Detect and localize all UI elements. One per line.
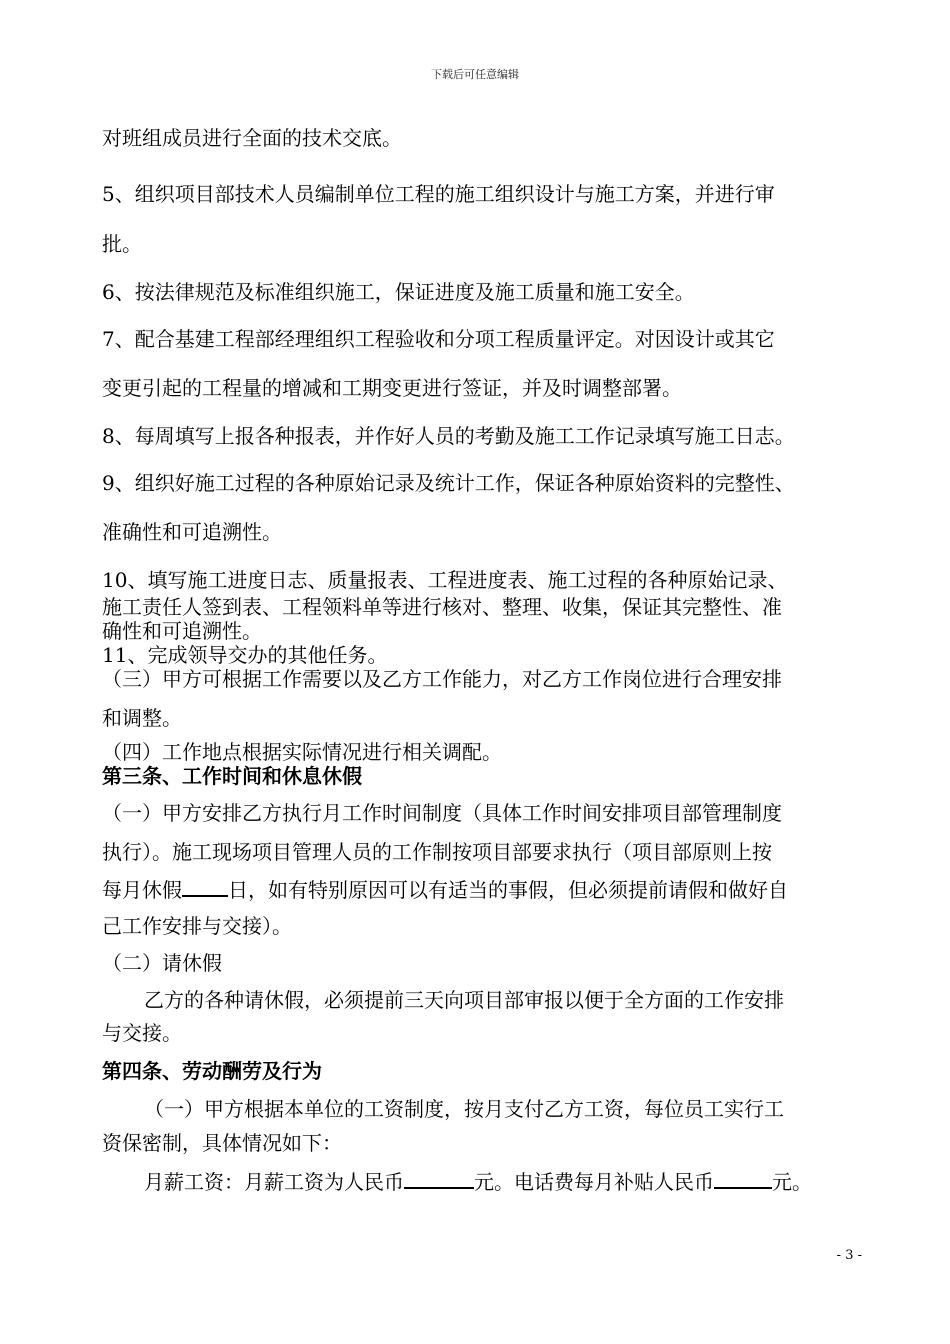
text-line: 己工作安排与交接）。 [102, 914, 292, 938]
text-line: 和调整。 [102, 706, 182, 730]
text-line: （四）工作地点根据实际情况进行相关调配。 [102, 740, 502, 764]
text-line: 7、配合基建工程部经理组织工程验收和分项工程质量评定。对因设计或其它 [102, 327, 775, 351]
text-line: 准确性和可追溯性。 [102, 520, 282, 544]
text-fragment: 元。电话费每月补贴人民币 [474, 1170, 714, 1194]
text-line: 9、组织好施工过程的各种原始记录及统计工作，保证各种原始资料的完整性、 [102, 471, 795, 495]
text-line [144, 1169, 890, 1194]
page-number: - 3 - [836, 1248, 862, 1263]
text-line: （二）请休假 [102, 951, 222, 975]
text-line: （一）甲方根据本单位的工资制度，按月支付乙方工资，每位员工实行工 [144, 1097, 784, 1121]
text-line: 施工责任人签到表、工程领料单等进行核对、整理、收集，保证其完整性、准 [102, 595, 782, 619]
text-line: （一）甲方安排乙方执行月工作时间制度（具体工作时间安排项目部管理制度 [102, 801, 782, 825]
text-line: 5、组织项目部技术人员编制单位工程的施工组织设计与施工方案，并进行审 [102, 182, 775, 206]
text-line: 对班组成员进行全面的技术交底。 [102, 126, 402, 150]
text-fragment: 日，如有特别原因可以有适当的事假，但必须提前请假和做好自 [228, 878, 788, 902]
text-fragment: 月薪工资：月薪工资为人民币 [144, 1170, 404, 1194]
text-line: 批。 [102, 232, 142, 256]
text-line: 11、完成领导交办的其他任务。 [102, 643, 388, 667]
text-line: 变更引起的工程量的增减和工期变更进行签证，并及时调整部署。 [102, 376, 682, 400]
text-line: （三）甲方可根据工作需要以及乙方工作能力，对乙方工作岗位进行合理安排 [102, 667, 782, 691]
text-line: 资保密制，具体情况如下： [102, 1131, 342, 1155]
text-line: 乙方的各种请休假，必须提前三天向项目部审报以便于全方面的工作安排 [144, 988, 784, 1012]
text-line: 确性和可追溯性。 [102, 619, 262, 643]
text-line: 6、按法律规范及标准组织施工，保证进度及施工质量和施工安全。 [102, 280, 695, 304]
text-fragment: 元。 [772, 1170, 812, 1194]
text-line: 10、填写施工进度日志、质量报表、工程进度表、施工过程的各种原始记录、 [102, 568, 788, 592]
text-line [102, 877, 890, 902]
text-line: 与交接。 [102, 1021, 182, 1045]
section-heading: 第三条、工作时间和休息休假 [102, 764, 362, 788]
blank-field [404, 1169, 474, 1189]
text-line: 8、每周填写上报各种报表，并作好人员的考勤及施工工作记录填写施工日志。 [102, 424, 795, 448]
blank-field [714, 1169, 772, 1189]
text-line: 执行）。施工现场项目管理人员的工作制按项目部要求执行（项目部原则上按 [102, 840, 772, 864]
text-fragment: 每月休假 [102, 878, 182, 902]
blank-field [182, 877, 228, 897]
section-heading: 第四条、劳动酬劳及行为 [102, 1059, 322, 1083]
page-header: 下载后可任意编辑 [431, 68, 519, 81]
